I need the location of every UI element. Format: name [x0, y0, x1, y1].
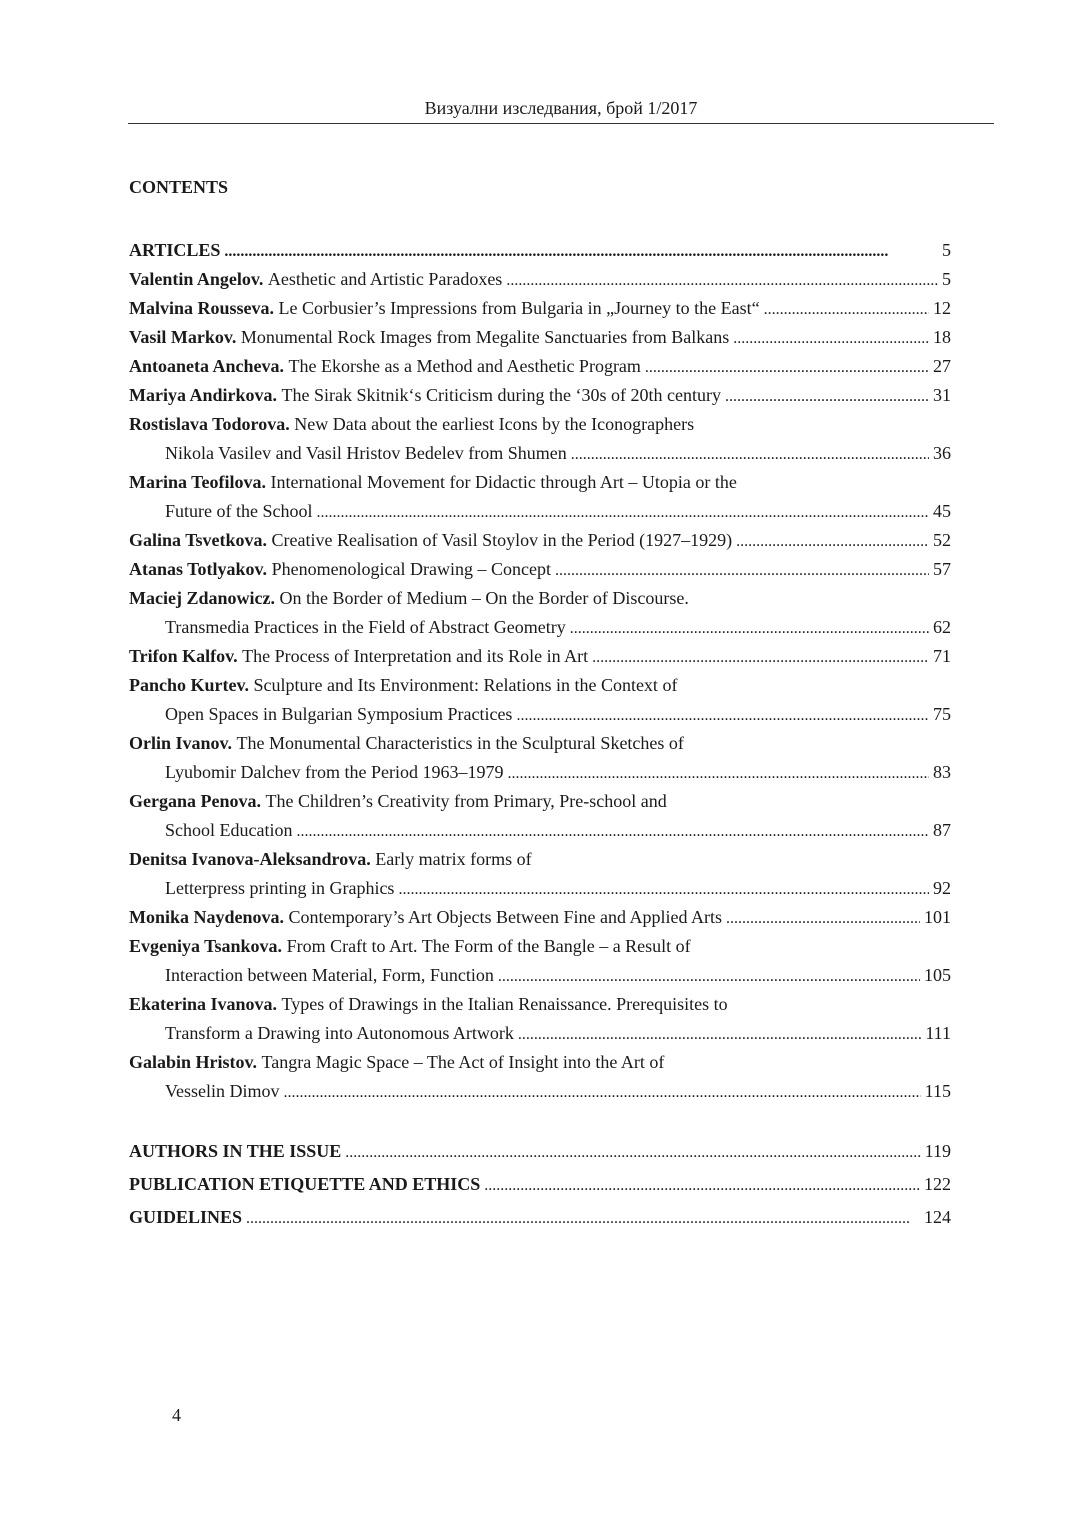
entry-title: Tangra Magic Space – The Act of Insight into the Art of [261, 1052, 665, 1072]
contents-title: CONTENTS [129, 177, 229, 197]
entry-author: Maciej Zdanowicz. [129, 588, 275, 608]
entry-title: Early matrix forms of [375, 849, 532, 869]
toc-section[interactable] [129, 1201, 951, 1234]
entry-author: Mariya Andirkova. [129, 385, 278, 405]
dot-leader [284, 1078, 921, 1107]
entry-title-continuation: Open Spaces in Bulgarian Symposium Practices [165, 704, 513, 724]
dot-leader [345, 1136, 920, 1169]
page-ref: 119 [924, 1141, 951, 1161]
entry-title-continuation: Interaction between Material, Form, Function [165, 965, 494, 985]
page-ref: 101 [924, 907, 951, 927]
toc-entry-continuation[interactable] [129, 700, 951, 729]
toc-entry-continuation[interactable] [129, 961, 951, 990]
dot-leader [726, 904, 920, 933]
entry-author: Antoaneta Ancheva. [129, 356, 285, 376]
toc-entry[interactable] [129, 584, 951, 613]
toc-entry[interactable] [129, 729, 951, 758]
dot-leader [725, 382, 929, 411]
entry-author: Denitsa Ivanova-Aleksandrova. [129, 849, 371, 869]
dot-leader [555, 556, 929, 585]
dot-leader [764, 295, 929, 324]
entry-title-continuation: Nikola Vasilev and Vasil Hristov Bedelev from Shumen [165, 443, 567, 463]
entry-author: Vasil Markov. [129, 327, 237, 347]
page-ref: 27 [933, 356, 951, 376]
entry-author: Monika Naydenova. [129, 907, 285, 927]
toc-entry-continuation[interactable] [129, 816, 951, 845]
toc-entry[interactable] [129, 323, 951, 352]
entry-title: Contemporary’s Art Objects Between Fine and Applied Arts [288, 907, 722, 927]
toc-entry[interactable] [129, 932, 951, 961]
toc-entry-continuation[interactable] [129, 439, 951, 468]
entry-author: Orlin Ivanov. [129, 733, 233, 753]
entry-author: Galabin Hristov. [129, 1052, 258, 1072]
entry-title: Types of Drawings in the Italian Renaissance. Prerequisites to [281, 994, 728, 1014]
page-ref: 71 [933, 646, 951, 666]
entry-title-continuation: Transform a Drawing into Autonomous Artwork [165, 1023, 514, 1043]
toc-entry[interactable] [129, 903, 951, 932]
toc-entry-continuation[interactable] [129, 758, 951, 787]
entry-title-continuation: School Education [165, 820, 293, 840]
entry-title-continuation: Vesselin Dimov [165, 1081, 280, 1101]
entry-title: International Movement for Didactic through Art – Utopia or the [270, 472, 737, 492]
entry-author: Atanas Totlyakov. [129, 559, 268, 579]
entry-title-continuation: Transmedia Practices in the Field of Abstract Geometry [165, 617, 566, 637]
page-ref: 122 [924, 1174, 951, 1194]
page-ref: 62 [933, 617, 951, 637]
page-ref: 105 [924, 965, 951, 985]
entry-title-continuation: Future of the School [165, 501, 313, 521]
entry-title: On the Border of Medium – On the Border of Discourse. [279, 588, 689, 608]
dot-leader [507, 759, 929, 788]
entry-author: Rostislava Todorova. [129, 414, 290, 434]
page-ref: 18 [933, 327, 951, 347]
page-ref: 12 [933, 298, 951, 318]
toc-entry[interactable] [129, 410, 951, 439]
toc-entry[interactable] [129, 526, 951, 555]
header-rule [128, 123, 994, 124]
dot-leader [518, 1020, 922, 1049]
entry-title: Phenomenological Drawing – Concept [271, 559, 552, 579]
entry-author: Trifon Kalfov. [129, 646, 238, 666]
section-title: GUIDELINES [129, 1207, 243, 1227]
entry-title: The Process of Interpretation and its Role in Art [242, 646, 589, 666]
entry-title: The Sirak Skitnik‘s Criticism during the ‘30s of 20th century [281, 385, 721, 405]
page-ref: 52 [933, 530, 951, 550]
page-ref: 83 [933, 762, 951, 782]
dot-leader [316, 498, 929, 527]
entry-author: Valentin Angelov. [129, 269, 264, 289]
entry-title: New Data about the earliest Icons by the Iconographers [294, 414, 695, 434]
entry-title: The Monumental Characteristics in the Sculptural Sketches of [236, 733, 684, 753]
section-title: AUTHORS IN THE ISSUE [129, 1141, 342, 1161]
toc-entry-continuation[interactable] [129, 613, 951, 642]
entry-title-continuation: Lyubomir Dalchev from the Period 1963–1979 [165, 762, 504, 782]
page-ref: 111 [925, 1023, 951, 1043]
dot-leader [224, 237, 938, 266]
page-ref: 5 [942, 240, 951, 260]
dot-leader [736, 527, 929, 556]
toc-entry[interactable] [129, 381, 951, 410]
toc-entry[interactable] [129, 845, 951, 874]
dot-leader [571, 440, 929, 469]
page-ref: 87 [933, 820, 951, 840]
toc-entry[interactable] [129, 555, 951, 584]
entry-title: The Children’s Creativity from Primary, Pre-school and [265, 791, 667, 811]
page-ref: 92 [933, 878, 951, 898]
toc-entry-continuation[interactable] [129, 1019, 951, 1048]
entry-author: Marina Teofilova. [129, 472, 267, 492]
dot-leader [484, 1169, 920, 1202]
toc-entry-continuation[interactable] [129, 874, 951, 903]
entry-author: Malvina Rousseva. [129, 298, 275, 318]
toc-entry[interactable] [129, 671, 951, 700]
entry-title: Sculpture and Its Environment: Relations in the Context of [253, 675, 678, 695]
section-title: PUBLICATION ETIQUETTE AND ETHICS [129, 1174, 481, 1194]
toc-entry[interactable] [129, 265, 951, 294]
running-header: Визуални изследвания, брой 1/2017 [424, 98, 698, 118]
toc-entry[interactable] [129, 294, 951, 323]
entry-title: Aesthetic and Artistic Paradoxes [267, 269, 503, 289]
dot-leader [592, 643, 929, 672]
page-ref: 5 [942, 269, 951, 289]
dot-leader [516, 701, 929, 730]
page-number: 4 [172, 1405, 181, 1425]
dot-leader [733, 324, 929, 353]
entry-title: Monumental Rock Images from Megalite Sanctuaries from Balkans [240, 327, 730, 347]
page-ref: 124 [924, 1207, 951, 1227]
toc-section[interactable] [129, 1135, 951, 1168]
toc-entry[interactable] [129, 642, 951, 671]
page-ref: 31 [933, 385, 951, 405]
toc-entry[interactable] [129, 1048, 951, 1077]
section-title: ARTICLES [129, 240, 221, 260]
dot-leader [296, 817, 929, 846]
dot-leader [398, 875, 929, 904]
entry-author: Gergana Penova. [129, 791, 261, 811]
page-ref: 115 [924, 1081, 951, 1101]
entry-title: Le Corbusier’s Impressions from Bulgaria in „Journey to the East“ [278, 298, 760, 318]
toc-entry-continuation[interactable] [129, 497, 951, 526]
toc-entry[interactable] [129, 990, 951, 1019]
toc-entry[interactable] [129, 468, 951, 497]
entry-title-continuation: Letterpress printing in Graphics [165, 878, 395, 898]
toc-section[interactable] [129, 1168, 951, 1201]
entry-title: The Ekorshe as a Method and Aesthetic Program [288, 356, 641, 376]
table-of-contents [129, 236, 951, 1234]
dot-leader [645, 353, 929, 382]
dot-leader [246, 1202, 920, 1235]
toc-entry[interactable] [129, 352, 951, 381]
toc-entry-continuation[interactable] [129, 1077, 951, 1106]
dot-leader [506, 266, 938, 295]
toc-entry[interactable] [129, 787, 951, 816]
entry-title: From Craft to Art. The Form of the Bangle – a Result of [286, 936, 691, 956]
entry-author: Ekaterina Ivanova. [129, 994, 278, 1014]
page-ref: 57 [933, 559, 951, 579]
dot-leader [570, 614, 929, 643]
page-ref: 45 [933, 501, 951, 521]
entry-author: Pancho Kurtev. [129, 675, 249, 695]
entry-title: Creative Realisation of Vasil Stoylov in the Period (1927–1929) [271, 530, 733, 550]
entry-author: Galina Tsvetkova. [129, 530, 268, 550]
page-ref: 75 [933, 704, 951, 724]
toc-section-articles[interactable] [129, 236, 951, 265]
dot-leader [498, 962, 920, 991]
entry-author: Evgeniya Tsankova. [129, 936, 283, 956]
page-ref: 36 [933, 443, 951, 463]
